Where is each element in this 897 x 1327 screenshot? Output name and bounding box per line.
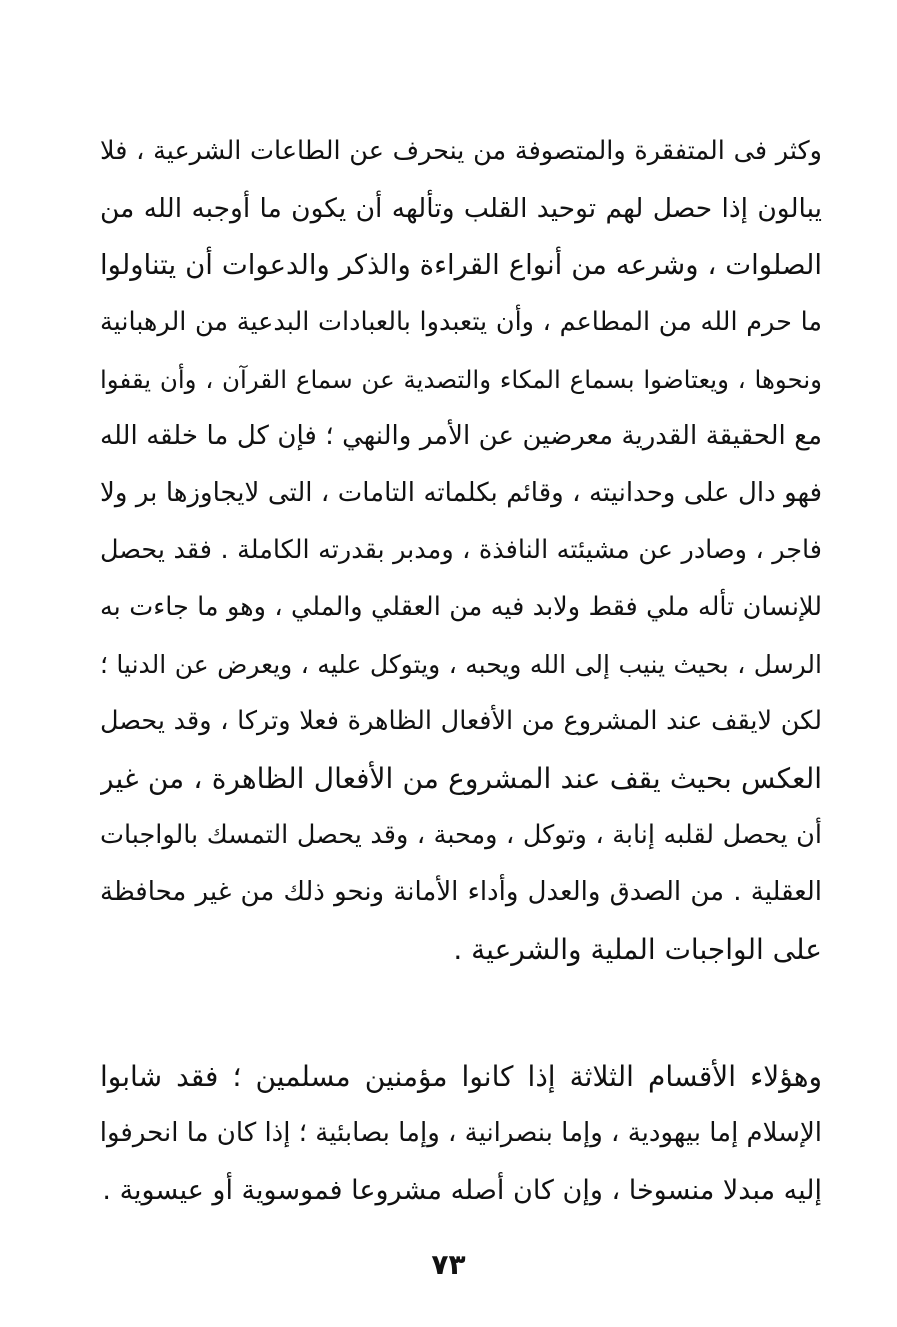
text-line: الإسلام إما بيهودية ، وإما بنصرانية ، وإما بصابئية ؛ إذا كان ما انحرفوا [100,1118,822,1148]
text-line: يبالون إذا حصل لهم توحيد القلب وتألهه أن يكون ما أوجبه الله من [100,193,822,224]
text-line: أن يحصل لقلبه إنابة ، وتوكل ، ومحبة ، وقد يحصل التمسك بالواجبات [100,820,822,850]
text-line: للإنسان تأله ملي فقط ولابد فيه من العقلي والملي ، وهو ما جاءت به [100,592,822,622]
text-line: مع الحقيقة القدرية معرضين عن الأمر والنهي ؛ فإن كل ما خلقه الله [100,421,822,451]
text-line: العقلية . من الصدق والعدل وأداء الأمانة ونحو ذلك من غير محافظة [100,877,822,907]
text-line: الرسل ، بحيث ينيب إلى الله ويحبه ، ويتوكل عليه ، ويعرض عن الدنيا ؛ [100,650,822,679]
page-number: ٧٣ [431,1248,466,1281]
text-line: فهو دال على وحدانيته ، وقائم بكلماته التامات ، التى لايجاوزها بر ولا [100,478,822,508]
text-line: وهؤلاء الأقسام الثلاثة إذا كانوا مؤمنين مسلمين ؛ فقد شابوا [100,1060,822,1093]
text-line: ما حرم الله من المطاعم ، وأن يتعبدوا بالعبادات البدعية من الرهبانية [100,307,822,337]
text-line: إليه مبدلا منسوخا ، وإن كان أصله مشروعا فموسوية أو عيسوية . [102,1175,822,1206]
text-line: على الواجبات الملية والشرعية . [453,933,822,966]
text-line: فاجر ، وصادر عن مشيئته النافذة ، ومدبر بقدرته الكاملة . فقد يحصل [100,535,822,565]
paragraph-2 [100,1048,822,1219]
paragraph-1 [100,123,822,978]
text-line: الصلوات ، وشرعه من أنواع القراءة والذكر والدعوات أن يتناولوا [100,249,822,281]
text-line: وكثر فى المتفقرة والمتصوفة من ينحرف عن الطاعات الشرعية ، فلا [100,136,822,166]
text-line: لكن لايقف عند المشروع من الأفعال الظاهرة فعلا وتركا ، وقد يحصل [100,706,822,736]
text-line: العكس بحيث يقف عند المشروع من الأفعال الظاهرة ، من غير [100,762,822,795]
text-line: ونحوها ، ويعتاضوا بسماع المكاء والتصدية عن سماع القرآن ، وأن يقفوا [100,365,822,394]
